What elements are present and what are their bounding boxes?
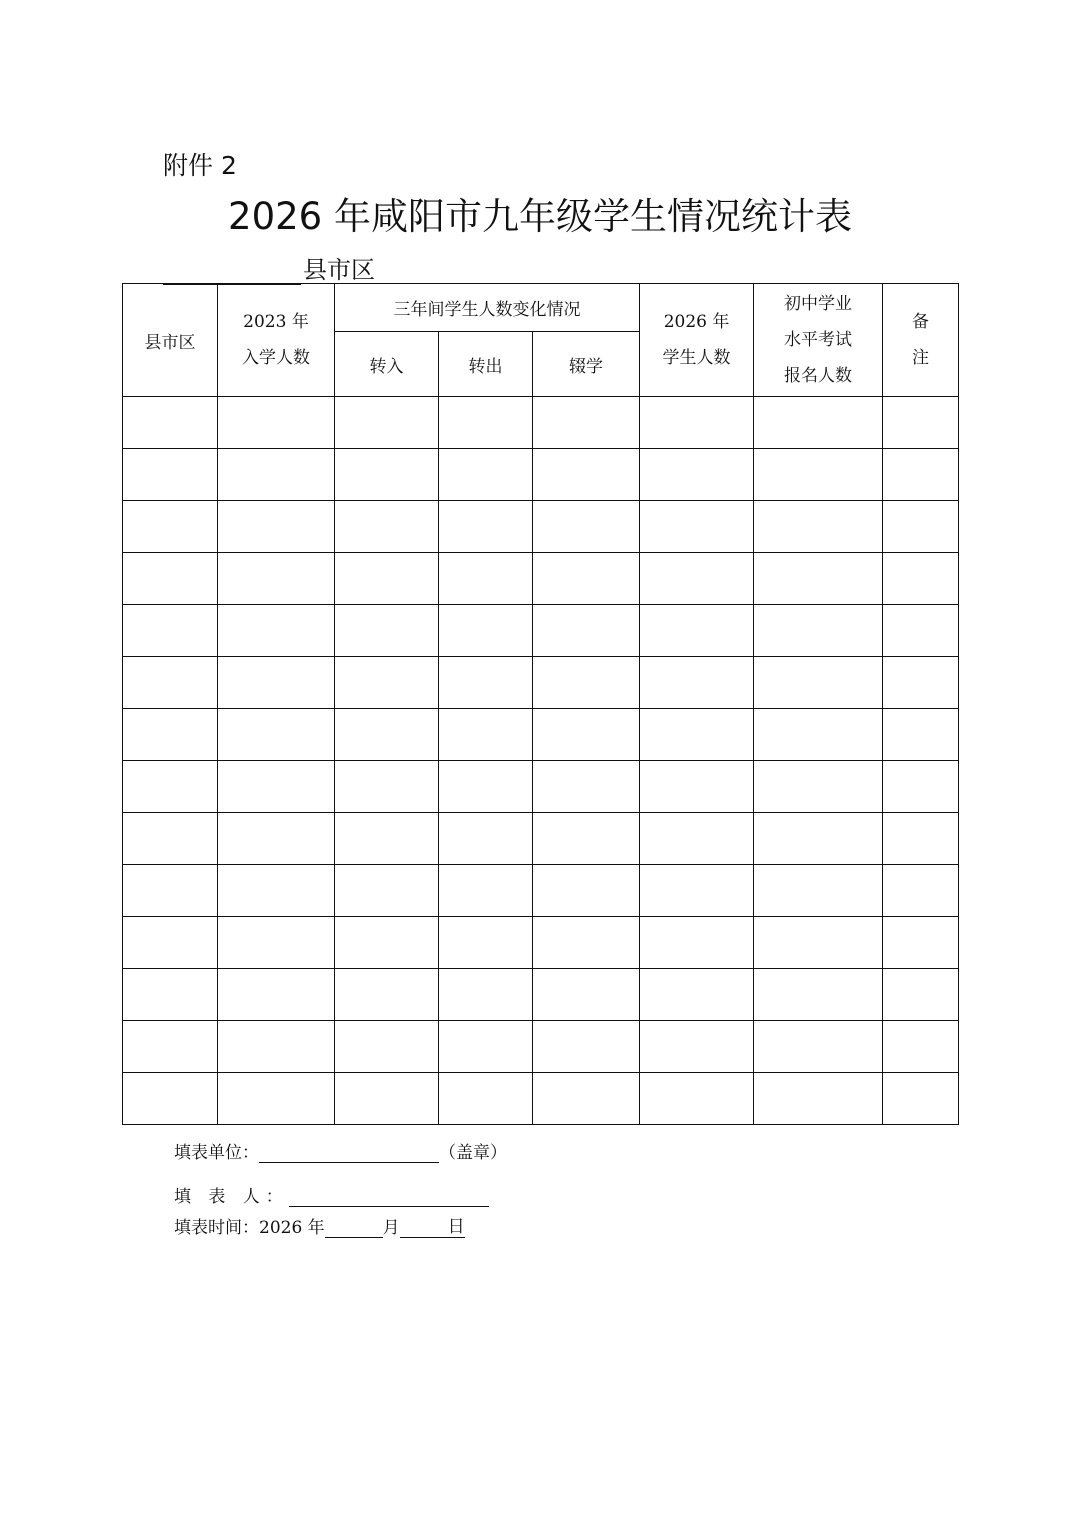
table-cell[interactable] [533, 761, 640, 813]
table-row [123, 813, 959, 865]
table-cell[interactable] [335, 709, 439, 761]
table-cell[interactable] [754, 761, 883, 813]
table-cell[interactable] [123, 553, 218, 605]
table-row [123, 761, 959, 813]
table-cell[interactable] [533, 865, 640, 917]
table-cell[interactable] [883, 917, 959, 969]
table-cell[interactable] [640, 1021, 754, 1073]
table-cell[interactable] [640, 657, 754, 709]
table-row [123, 605, 959, 657]
table-cell[interactable] [218, 1073, 335, 1125]
table-cell[interactable] [640, 865, 754, 917]
header-change-group: 三年间学生人数变化情况 [335, 284, 640, 332]
table-cell[interactable] [883, 605, 959, 657]
table-cell[interactable] [883, 1073, 959, 1125]
table-cell[interactable] [640, 449, 754, 501]
table-cell[interactable] [439, 1073, 533, 1125]
table-cell[interactable] [640, 553, 754, 605]
table-cell[interactable] [335, 397, 439, 449]
table-cell[interactable] [640, 1073, 754, 1125]
table-cell[interactable] [123, 397, 218, 449]
table-cell[interactable] [640, 969, 754, 1021]
table-cell[interactable] [218, 501, 335, 553]
table-cell[interactable] [123, 969, 218, 1021]
table-cell[interactable] [218, 605, 335, 657]
table-cell[interactable] [640, 501, 754, 553]
table-cell[interactable] [533, 657, 640, 709]
table-cell[interactable] [439, 709, 533, 761]
header-transfer-in: 转入 [335, 332, 439, 397]
table-row [123, 865, 959, 917]
date-label: 填表时间：2026 年 [174, 1218, 325, 1238]
table-cell[interactable] [335, 969, 439, 1021]
table-cell[interactable] [883, 761, 959, 813]
table-cell[interactable] [335, 449, 439, 501]
unit-label: 填表单位： [174, 1143, 259, 1163]
table-cell[interactable] [439, 657, 533, 709]
table-cell[interactable] [754, 501, 883, 553]
table-row [123, 709, 959, 761]
table-cell[interactable] [640, 917, 754, 969]
table-cell[interactable] [439, 761, 533, 813]
table-cell[interactable] [883, 449, 959, 501]
table-cell[interactable] [754, 1021, 883, 1073]
table-cell[interactable] [883, 553, 959, 605]
table-cell[interactable] [218, 397, 335, 449]
header-exam-registrants: 初中学业 水平考试 报名人数 [754, 284, 883, 397]
table-cell[interactable] [439, 397, 533, 449]
table-cell[interactable] [754, 813, 883, 865]
table-cell[interactable] [533, 917, 640, 969]
table-cell[interactable] [218, 553, 335, 605]
table-cell[interactable] [335, 917, 439, 969]
table-cell[interactable] [439, 969, 533, 1021]
table-cell[interactable] [754, 553, 883, 605]
table-cell[interactable] [439, 553, 533, 605]
table-cell[interactable] [883, 1021, 959, 1073]
table-cell[interactable] [218, 865, 335, 917]
footer-person [174, 1182, 489, 1207]
table-cell[interactable] [335, 501, 439, 553]
table-cell[interactable] [123, 917, 218, 969]
table-cell[interactable] [533, 553, 640, 605]
attachment-label: 附件 2 [163, 151, 237, 180]
table-cell[interactable] [533, 709, 640, 761]
table-cell[interactable] [533, 969, 640, 1021]
table-cell[interactable] [754, 397, 883, 449]
header-dropout: 辍学 [533, 332, 640, 397]
header-transfer-out: 转出 [439, 332, 533, 397]
header-county: 县市区 [123, 284, 218, 397]
table-cell[interactable] [883, 813, 959, 865]
table-row [123, 449, 959, 501]
table-cell[interactable] [439, 605, 533, 657]
statistics-table [122, 283, 959, 1125]
day-label: 日 [448, 1212, 465, 1238]
table-row [123, 917, 959, 969]
table-cell[interactable] [883, 501, 959, 553]
table-row [123, 657, 959, 709]
table-cell[interactable] [533, 397, 640, 449]
table-cell[interactable] [218, 813, 335, 865]
table-cell[interactable] [439, 501, 533, 553]
table-cell[interactable] [640, 813, 754, 865]
table-cell[interactable] [439, 917, 533, 969]
unit-blank-line[interactable] [259, 1144, 439, 1163]
table-cell[interactable] [123, 605, 218, 657]
table-cell[interactable] [123, 709, 218, 761]
footer-date [174, 1212, 465, 1238]
day-blank-line[interactable] [400, 1219, 448, 1238]
table-cell[interactable] [335, 1073, 439, 1125]
table-row [123, 969, 959, 1021]
table-cell[interactable] [754, 709, 883, 761]
county-blank-line[interactable] [163, 260, 301, 285]
month-label: 月 [382, 1218, 400, 1238]
table-cell[interactable] [883, 709, 959, 761]
table-cell[interactable] [218, 969, 335, 1021]
table-cell[interactable] [533, 449, 640, 501]
table-cell[interactable] [218, 761, 335, 813]
table-body [123, 397, 959, 1125]
header-note: 备 注 [883, 284, 959, 397]
county-field [163, 250, 375, 285]
table-cell[interactable] [218, 709, 335, 761]
table-cell[interactable] [754, 605, 883, 657]
table-row [123, 501, 959, 553]
table-row [123, 1021, 959, 1073]
table-cell[interactable] [335, 553, 439, 605]
person-label: 填 表 人： [174, 1187, 289, 1207]
table-cell[interactable] [883, 865, 959, 917]
table-cell[interactable] [533, 501, 640, 553]
table-cell[interactable] [640, 605, 754, 657]
table-cell[interactable] [533, 1021, 640, 1073]
table-cell[interactable] [123, 657, 218, 709]
table-cell[interactable] [439, 449, 533, 501]
table-cell[interactable] [533, 1073, 640, 1125]
table-cell[interactable] [640, 397, 754, 449]
table-cell[interactable] [640, 709, 754, 761]
table-cell[interactable] [754, 917, 883, 969]
table-cell[interactable] [754, 1073, 883, 1125]
table-cell[interactable] [883, 397, 959, 449]
header-2026-students: 2026 年 学生人数 [640, 284, 754, 397]
person-blank-line[interactable] [289, 1188, 489, 1207]
table-cell[interactable] [754, 657, 883, 709]
stamp-label: （盖章） [439, 1143, 507, 1163]
table-cell[interactable] [123, 865, 218, 917]
table-cell[interactable] [218, 917, 335, 969]
table-cell[interactable] [439, 1021, 533, 1073]
table-cell[interactable] [123, 1073, 218, 1125]
table-cell[interactable] [439, 813, 533, 865]
month-blank-line[interactable] [325, 1219, 383, 1238]
table-cell[interactable] [123, 813, 218, 865]
table-cell[interactable] [754, 969, 883, 1021]
table-cell[interactable] [123, 761, 218, 813]
table-row [123, 553, 959, 605]
table-cell[interactable] [883, 657, 959, 709]
table-cell[interactable] [123, 449, 218, 501]
table-cell[interactable] [533, 813, 640, 865]
table-cell[interactable] [640, 761, 754, 813]
table-cell[interactable] [123, 501, 218, 553]
table-cell[interactable] [335, 813, 439, 865]
county-suffix: 县市区 [303, 256, 375, 284]
table-cell[interactable] [335, 761, 439, 813]
table-cell[interactable] [218, 449, 335, 501]
table-cell[interactable] [883, 969, 959, 1021]
header-2023-enrollment: 2023 年 入学人数 [218, 284, 335, 397]
table-cell[interactable] [218, 657, 335, 709]
table-cell[interactable] [335, 605, 439, 657]
table-row [123, 1073, 959, 1125]
table-cell[interactable] [123, 1021, 218, 1073]
table-cell[interactable] [533, 605, 640, 657]
table-cell[interactable] [439, 865, 533, 917]
table-cell[interactable] [335, 657, 439, 709]
table-cell[interactable] [754, 865, 883, 917]
table-row [123, 397, 959, 449]
table-cell[interactable] [335, 865, 439, 917]
table-cell[interactable] [754, 449, 883, 501]
table-cell[interactable] [218, 1021, 335, 1073]
table-cell[interactable] [335, 1021, 439, 1073]
footer-unit [174, 1138, 507, 1163]
page-title: 2026 年咸阳市九年级学生情况统计表 [228, 195, 852, 238]
